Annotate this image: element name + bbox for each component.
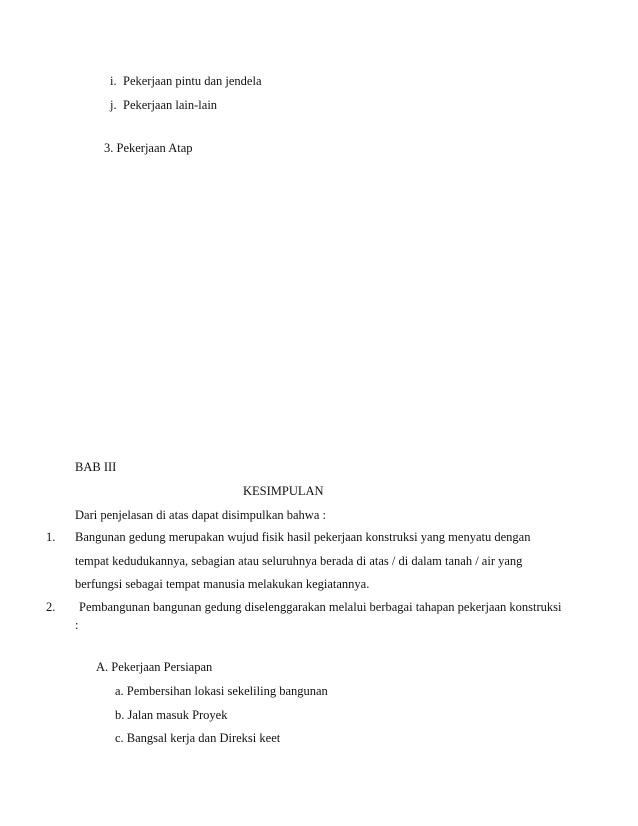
chapter-label: BAB III — [75, 460, 117, 474]
conclusion-number-1: 1. — [46, 530, 56, 544]
list-marker-i: i. — [110, 74, 117, 88]
list-item-j: Pekerjaan lain-lain — [123, 98, 218, 112]
chapter-title: KESIMPULAN — [243, 484, 324, 498]
conclusion-1-line-3: berfungsi sebagai tempat manusia melakukan kegiatannya. — [75, 577, 370, 591]
conclusion-number-2: 2. — [46, 600, 56, 614]
chapter-intro: Dari penjelasan di atas dapat disimpulkan bahwa : — [75, 508, 326, 522]
list-marker-j: j. — [110, 98, 117, 112]
conclusion-2-line-1: Pembangunan bangunan gedung diselenggarakan melalui berbagai tahapan pekerjaan konstruksi — [79, 600, 562, 614]
conclusion-1-line-2: tempat kedudukannya, sebagian atau seluruhnya berada di atas / di dalam tanah / air yang — [75, 554, 523, 568]
stage-item-c: c. Bangsal kerja dan Direksi keet — [115, 731, 281, 745]
stage-heading-persiapan: A. Pekerjaan Persiapan — [96, 660, 213, 674]
conclusion-2-line-2: : — [75, 618, 79, 632]
list-item-i: Pekerjaan pintu dan jendela — [123, 74, 262, 88]
section-heading-atap: 3. Pekerjaan Atap — [104, 141, 193, 155]
stage-item-b: b. Jalan masuk Proyek — [115, 708, 228, 722]
stage-item-a: a. Pembersihan lokasi sekeliling bangunan — [115, 684, 328, 698]
conclusion-1-line-1: Bangunan gedung merupakan wujud fisik hasil pekerjaan konstruksi yang menyatu dengan — [75, 530, 531, 544]
